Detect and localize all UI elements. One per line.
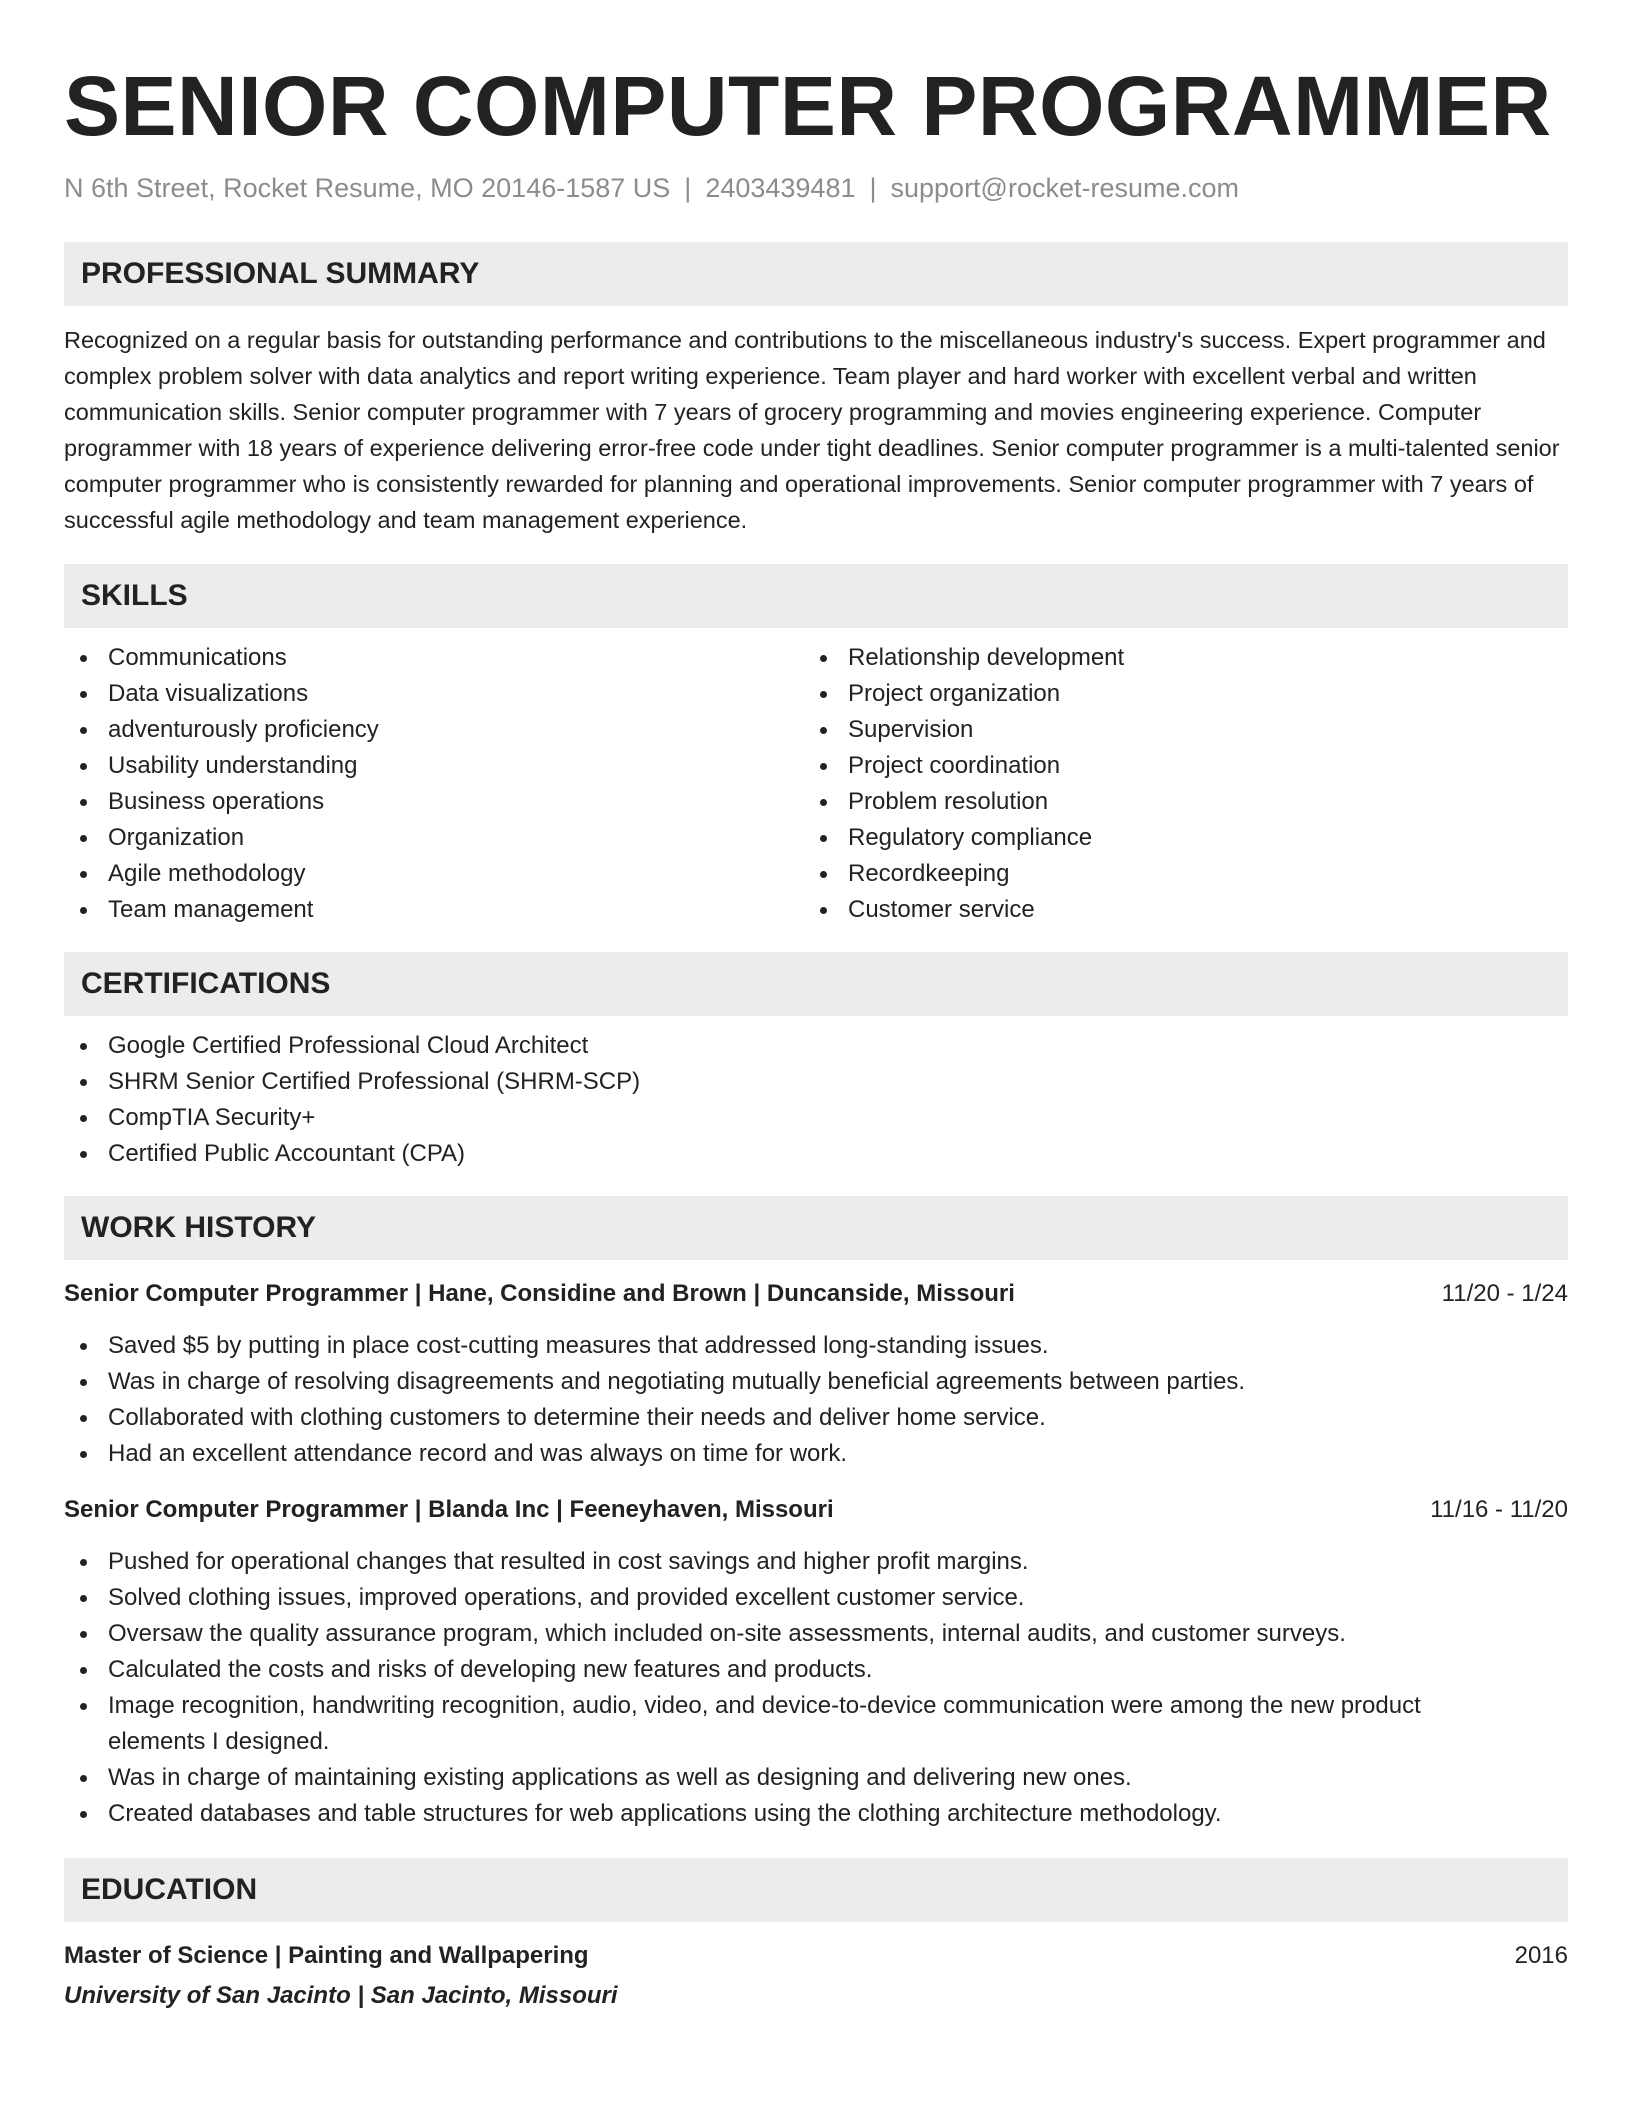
education-degree: Master of Science | Painting and Wallpapering — [64, 1942, 589, 1969]
job-dates: 11/20 - 1/24 — [1441, 1280, 1568, 1307]
job-entry — [64, 1276, 1568, 1472]
contact-email: support@rocket-resume.com — [890, 173, 1240, 203]
job-entry — [64, 1492, 1568, 1832]
certification-item: Google Certified Professional Cloud Architect — [64, 1028, 1568, 1064]
skill-item: Data visualizations — [64, 676, 804, 712]
job-bullet: Oversaw the quality assurance program, which included on-site assessments, internal audits, and customer surveys. — [64, 1616, 1568, 1652]
skill-item: Business operations — [64, 784, 804, 820]
certifications-heading: CERTIFICATIONS — [64, 952, 1568, 1016]
job-bullet: Pushed for operational changes that resulted in cost savings and higher profit margins. — [64, 1544, 1568, 1580]
job-title: Senior Computer Programmer | Blanda Inc | Feeneyhaven, Missouri — [64, 1496, 834, 1523]
skill-item: Organization — [64, 820, 804, 856]
resume-name: SENIOR COMPUTER PROGRAMMER — [64, 59, 1552, 153]
contact-line — [64, 170, 1568, 206]
education-year: 2016 — [1514, 1942, 1568, 1969]
skill-item: adventurously proficiency — [64, 712, 804, 748]
job-bullets — [64, 1544, 1568, 1832]
skill-item: Team management — [64, 892, 804, 928]
job-bullet: Image recognition, handwriting recognition, audio, video, and device-to-device communication were among the new product elements I designed. — [64, 1688, 1568, 1760]
education-header — [64, 1938, 1568, 1974]
skills-left-column — [64, 640, 804, 928]
contact-separator: | — [684, 173, 692, 203]
job-bullet: Calculated the costs and risks of developing new features and products. — [64, 1652, 1568, 1688]
summary-heading: PROFESSIONAL SUMMARY — [64, 242, 1568, 306]
job-bullet: Saved $5 by putting in place cost-cutting measures that addressed long-standing issues. — [64, 1328, 1568, 1364]
certification-item: CompTIA Security+ — [64, 1100, 1568, 1136]
job-bullet: Created databases and table structures for web applications using the clothing architecture methodology. — [64, 1796, 1568, 1832]
skill-item: Regulatory compliance — [804, 820, 1544, 856]
education-entry — [64, 1938, 1568, 2014]
contact-separator: | — [869, 173, 877, 203]
skill-item: Recordkeeping — [804, 856, 1544, 892]
skill-item: Agile methodology — [64, 856, 804, 892]
contact-phone: 2403439481 — [705, 173, 856, 203]
job-bullet: Solved clothing issues, improved operations, and provided excellent customer service. — [64, 1580, 1568, 1616]
certification-item: Certified Public Accountant (CPA) — [64, 1136, 1568, 1172]
certification-item: SHRM Senior Certified Professional (SHRM-SCP) — [64, 1064, 1568, 1100]
job-bullets — [64, 1328, 1568, 1472]
skill-item: Communications — [64, 640, 804, 676]
skill-item: Project organization — [804, 676, 1544, 712]
work-history-heading: WORK HISTORY — [64, 1196, 1568, 1260]
skill-item: Relationship development — [804, 640, 1544, 676]
certifications-list — [64, 1028, 1568, 1172]
job-dates: 11/16 - 11/20 — [1430, 1496, 1568, 1523]
job-header — [64, 1276, 1568, 1312]
job-bullet: Collaborated with clothing customers to determine their needs and deliver home service. — [64, 1400, 1568, 1436]
summary-text: Recognized on a regular basis for outstanding performance and contributions to the miscellaneous industry's success. Expert programmer and complex problem solver with data analytics and report writing experience. Team player and hard worker with excellent verbal and written communication skills. Senior computer programmer with 7 years of grocery programming and movies engineering experience. Computer programmer with 18 years of experience delivering error-free code under tight deadlines. Senior computer programmer is a multi-talented senior computer programmer who is consistently rewarded for planning and operational improvements. Senior computer programmer with 7 years of successful agile methodology and team management experience. — [64, 327, 1560, 533]
skill-item: Project coordination — [804, 748, 1544, 784]
job-bullet: Was in charge of resolving disagreements and negotiating mutually beneficial agreements between parties. — [64, 1364, 1568, 1400]
skills-heading: SKILLS — [64, 564, 1568, 628]
skill-item: Supervision — [804, 712, 1544, 748]
contact-address: N 6th Street, Rocket Resume, MO 20146-1587 US — [64, 173, 671, 203]
job-bullet: Was in charge of maintaining existing applications as well as designing and delivering new ones. — [64, 1760, 1568, 1796]
job-header — [64, 1492, 1568, 1528]
skill-item: Customer service — [804, 892, 1544, 928]
skills-right-column — [804, 640, 1544, 928]
skill-item: Problem resolution — [804, 784, 1544, 820]
education-school: University of San Jacinto | San Jacinto, Missouri — [64, 1982, 618, 2009]
job-title: Senior Computer Programmer | Hane, Considine and Brown | Duncanside, Missouri — [64, 1280, 1015, 1307]
education-heading: EDUCATION — [64, 1858, 1568, 1922]
job-bullet: Had an excellent attendance record and was always on time for work. — [64, 1436, 1568, 1472]
skill-item: Usability understanding — [64, 748, 804, 784]
skills-grid — [64, 640, 1568, 928]
